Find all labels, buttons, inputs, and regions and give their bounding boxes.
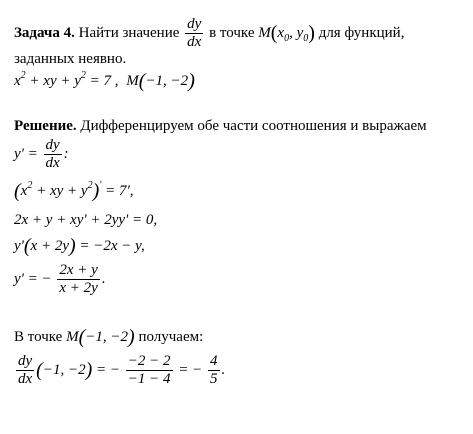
solution-step-5: y' = − $\frac{2x + y}{x + 2y}$ .	[14, 262, 106, 296]
step1-numerator: dy	[45, 137, 60, 153]
final-result: $\frac{dy}{dx}$ (−1, −2) = − $\frac{-2 - 2}{-1 - 4}$ = − $\frac{4}{5}$ .	[18, 353, 226, 387]
step1-denominator: dx	[45, 155, 60, 171]
final-intro-a: В точке	[14, 329, 63, 345]
final-lhs-numerator: dy	[18, 353, 33, 369]
final-frac1-denominator: −1 − 4	[127, 371, 171, 387]
final-fraction-2	[208, 354, 220, 387]
final-point: M(−1, −2)	[66, 326, 135, 348]
step1-fraction	[44, 138, 62, 171]
task-equation: $x^2$ + xy + $y^2 = 7$ , M(−1, −2)	[14, 70, 195, 92]
final-frac1-numerator: −2 − 2	[127, 353, 171, 369]
solution-step-1: y' = $\frac{dy}{dx}$ :	[14, 137, 69, 171]
final-arg: (−1, −2) = −	[36, 358, 121, 381]
point-coords: $x_0$, $y_0$	[277, 24, 309, 44]
solution-step-2: ($x^2$ + xy + $y^2)' = 7'$,	[14, 180, 134, 202]
task-text-middle: в точке	[209, 24, 255, 41]
final-lhs-denominator: dx	[18, 371, 33, 387]
solution-heading: Решение.	[14, 118, 77, 134]
task-text-before: Найти значение	[78, 24, 180, 41]
derivative-numerator: dy	[187, 16, 202, 32]
step5-lhs: y' = −	[14, 270, 52, 287]
solution-intro	[14, 117, 427, 135]
solution-intro-text: Дифференцируем обе части соотношения и выражаем	[80, 118, 427, 134]
point-letter: M	[258, 24, 271, 41]
final-frac2-numerator: 4	[210, 353, 218, 369]
task-statement-line-2: заданных неявно.	[14, 51, 127, 67]
task-text-after: для функций,	[318, 24, 405, 41]
final-fraction-1	[126, 354, 173, 387]
step5-denominator: x + 2y	[59, 280, 98, 296]
step5-fraction	[57, 263, 99, 296]
final-intro-b: получаем:	[138, 329, 204, 345]
derivative-denominator: dx	[187, 34, 202, 50]
step5-numerator: 2x + y	[59, 262, 98, 278]
task-heading: Задача 4.	[14, 24, 75, 41]
derivative-fraction	[185, 17, 203, 50]
solution-step-4: y'(x + 2y) = −2x − y,	[14, 235, 145, 257]
final-lhs-fraction	[16, 354, 34, 387]
solution-step-3: 2x + y + xy' + 2yy' = 0,	[14, 212, 158, 228]
step1-lhs: y' =	[14, 145, 38, 162]
task-statement-line-1: Задача 4. Найти значение $\frac{dy}{dx}$ в точке $M(x_0$, $y_0$) для функций,	[14, 16, 405, 50]
final-frac2-denominator: 5	[210, 371, 218, 387]
final-intro	[14, 328, 203, 346]
final-mid: = −	[178, 361, 203, 378]
